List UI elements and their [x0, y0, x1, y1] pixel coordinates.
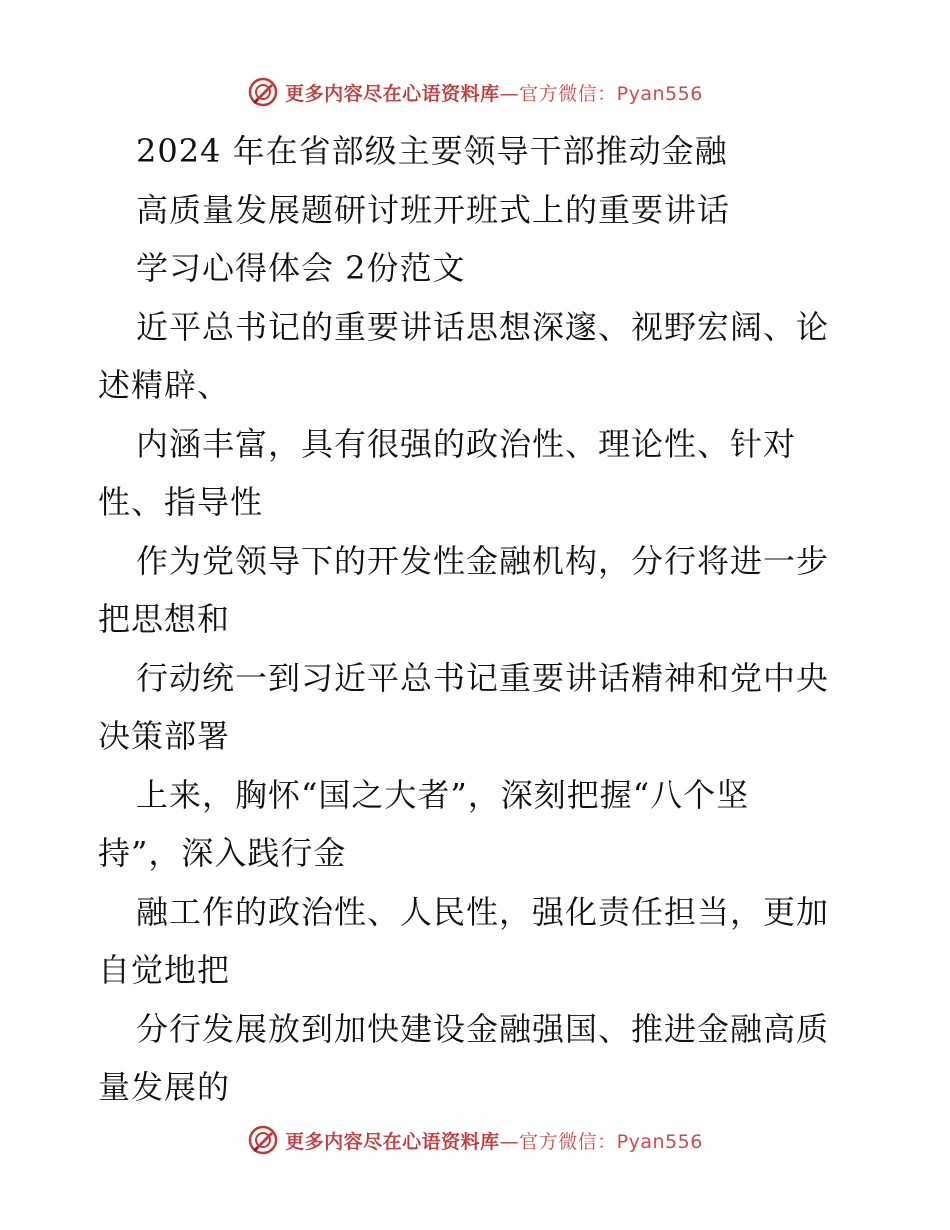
paragraph-line: 分行发展放到加快建设金融强国、推进金融高质: [136, 1009, 830, 1048]
title-line-2: 高质量发展题研讨班开班式上的重要讲话: [136, 190, 731, 229]
watermark-wechat-text: 官方微信：Pyan556: [519, 1130, 703, 1153]
paragraph-line: 量发展的: [98, 1068, 231, 1106]
paragraph-line: 近平总书记的重要讲话思想深邃、视野宏阔、论: [136, 307, 830, 346]
paragraph-line: 作为党领导下的开发性金融机构，分行将进一步: [136, 541, 830, 580]
paragraph-line: 把思想和: [98, 600, 231, 638]
paragraph-line: 述精辟、: [98, 366, 231, 404]
paragraph-line: 融工作的政治性、人民性，强化责任担当，更加: [136, 892, 830, 931]
header-watermark: [0, 72, 950, 112]
watermark-wechat-text: 官方微信：Pyan556: [519, 82, 703, 105]
paragraph-line: 内涵丰富，具有很强的政治性、理论性、针对: [136, 424, 797, 463]
logo-icon: [247, 1124, 279, 1156]
watermark-dash: —: [499, 1130, 520, 1153]
watermark-text: [285, 79, 703, 106]
watermark-text: [285, 1127, 703, 1154]
watermark-main-text: 更多内容尽在心语资料库: [285, 1130, 500, 1153]
paragraph-line: 性、指导性: [98, 483, 264, 521]
logo-icon: [247, 76, 279, 108]
paragraph-line: 上来，胸怀“国之大者”，深刻把握“八个坚: [136, 775, 750, 814]
title-line-1: 2024 年在省部级主要领导干部推动金融: [136, 132, 728, 170]
paragraph-line: 行动统一到习近平总书记重要讲话精神和党中央: [136, 658, 830, 697]
watermark-main-text: 更多内容尽在心语资料库: [285, 82, 500, 105]
title-line-3: 学习心得体会 2份范文: [136, 249, 466, 287]
paragraph-line: 持”，深入践行金: [98, 834, 347, 872]
document-body: [98, 122, 858, 1117]
watermark-dash: —: [499, 82, 520, 105]
footer-watermark: [0, 1120, 950, 1160]
paragraph-line: 决策部署: [98, 717, 231, 755]
paragraph-line: 自觉地把: [98, 951, 231, 989]
